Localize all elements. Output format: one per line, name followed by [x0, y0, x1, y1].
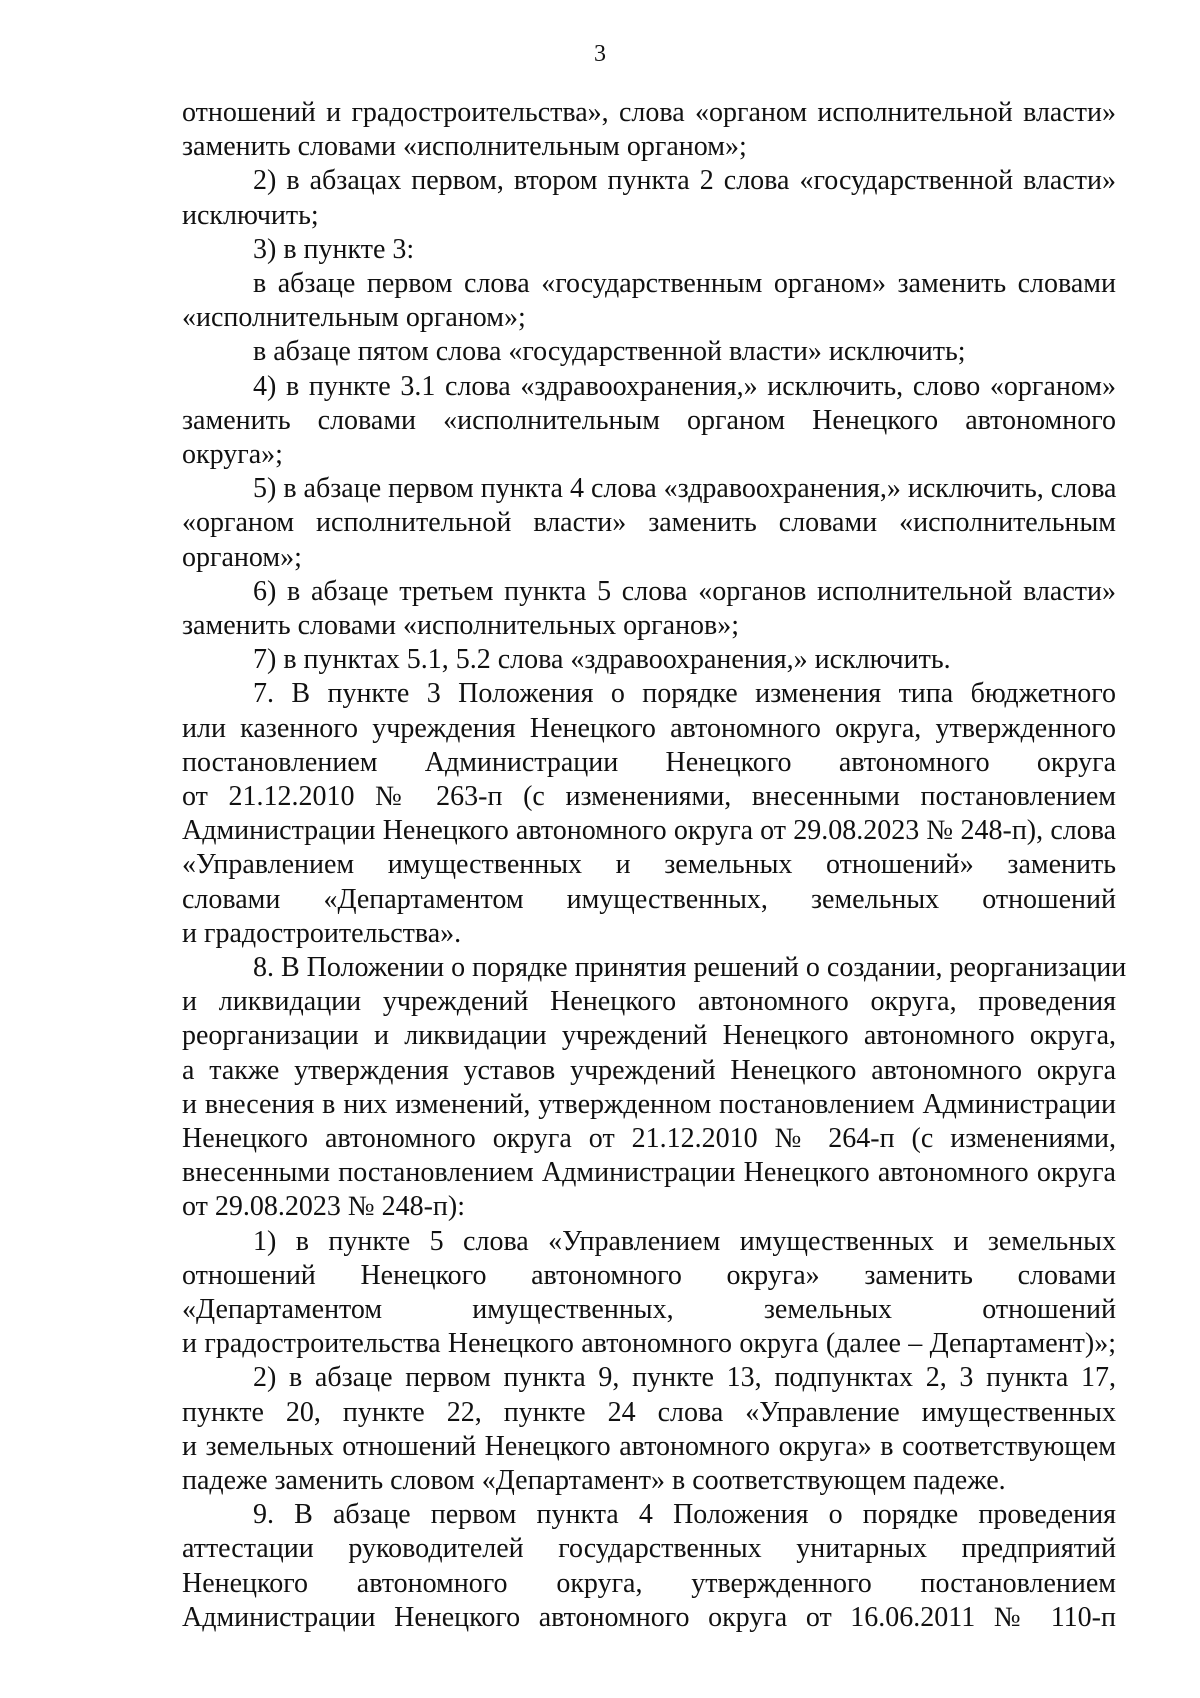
- text-line: постановлением Администрации Ненецкого автономного округа: [182, 746, 1116, 778]
- text-line: органом»;: [182, 541, 302, 573]
- text-line: аттестации руководителей государственных унитарных предприятий: [182, 1533, 1116, 1565]
- text-line: пункте 20, пункте 22, пункте 24 слова «Управление имущественных: [182, 1396, 1116, 1428]
- text-line: 3) в пункте 3:: [253, 233, 415, 265]
- text-line: и градостроительства Ненецкого автономного округа (далее – Департамент)»;: [182, 1328, 1116, 1360]
- text-line: 5) в абзаце первом пункта 4 слова «здравоохранения,» исключить, слова: [253, 473, 1117, 505]
- text-line: от 21.12.2010 № 263-п (с изменениями, внесенными постановлением: [182, 781, 1116, 812]
- text-line: и ликвидации учреждений Ненецкого автономного округа, проведения: [182, 986, 1116, 1018]
- page-number: 3: [594, 41, 606, 67]
- text-line: 4) в пункте 3.1 слова «здравоохранения,» исключить, слово «органом»: [253, 370, 1116, 402]
- text-line: и земельных отношений Ненецкого автономного округа» в соответствующем: [182, 1430, 1116, 1462]
- text-line: внесенными постановлением Администрации Ненецкого автономного округа: [182, 1157, 1116, 1189]
- text-line: 8. В Положении о порядке принятия решений о создании, реорганизации: [253, 952, 1127, 983]
- text-line: «исполнительным органом»;: [182, 302, 526, 334]
- text-line: или казенного учреждения Ненецкого автономного округа, утвержденного: [182, 712, 1116, 744]
- text-line: и градостроительства».: [182, 917, 462, 949]
- text-line: в абзаце первом слова «государственным органом» заменить словами: [253, 268, 1116, 299]
- text-line: заменить словами «исполнительных органов»;: [182, 610, 740, 641]
- text-line: заменить словами «исполнительным органом Ненецкого автономного: [182, 404, 1116, 436]
- text-line: заменить словами «исполнительным органом»;: [182, 131, 747, 163]
- text-line: исключить;: [182, 199, 319, 231]
- text-line: отношений и градостроительства», слова «органом исполнительной власти»: [182, 97, 1116, 128]
- text-line: Администрации Ненецкого автономного округа от 29.08.2023 № 248-п), слова: [182, 815, 1116, 847]
- text-line: «Департаментом имущественных, земельных отношений: [182, 1294, 1116, 1325]
- text-line: в абзаце пятом слова «государственной власти» исключить;: [253, 336, 966, 368]
- text-line: округа»;: [182, 439, 283, 470]
- text-line: 9. В абзаце первом пункта 4 Положения о порядке проведения: [253, 1499, 1116, 1531]
- text-line: Администрации Ненецкого автономного округа от 16.06.2011 № 110-п: [182, 1601, 1116, 1633]
- text-line: 2) в абзацах первом, втором пункта 2 слова «государственной власти»: [253, 165, 1116, 197]
- text-line: 7) в пунктах 5.1, 5.2 слова «здравоохранения,» исключить.: [253, 644, 951, 676]
- text-line: «Управлением имущественных и земельных отношений» заменить: [182, 849, 1116, 881]
- text-line: 6) в абзаце третьем пункта 5 слова «органов исполнительной власти»: [253, 575, 1116, 607]
- text-line: отношений Ненецкого автономного округа» заменить словами: [182, 1259, 1116, 1291]
- text-line: Ненецкого автономного округа от 21.12.2010 № 264-п (с изменениями,: [182, 1123, 1116, 1154]
- text-line: 1) в пункте 5 слова «Управлением имущественных и земельных: [253, 1225, 1116, 1257]
- text-line: словами «Департаментом имущественных, земельных отношений: [182, 883, 1116, 915]
- text-line: реорганизации и ликвидации учреждений Ненецкого автономного округа,: [182, 1020, 1116, 1052]
- text-line: падеже заменить словом «Департамент» в соответствующем падеже.: [182, 1465, 1006, 1496]
- text-line: Ненецкого автономного округа, утвержденного постановлением: [182, 1567, 1116, 1599]
- text-line: «органом исполнительной власти» заменить словами «исполнительным: [182, 507, 1116, 539]
- text-line: 2) в абзаце первом пункта 9, пункте 13, подпунктах 2, 3 пункта 17,: [253, 1362, 1116, 1394]
- text-line: а также утверждения уставов учреждений Ненецкого автономного округа: [182, 1054, 1116, 1086]
- text-line: от 29.08.2023 № 248-п):: [182, 1191, 465, 1223]
- text-line: и внесения в них изменений, утвержденном постановлением Администрации: [182, 1088, 1116, 1120]
- text-line: 7. В пункте 3 Положения о порядке изменения типа бюджетного: [253, 678, 1116, 710]
